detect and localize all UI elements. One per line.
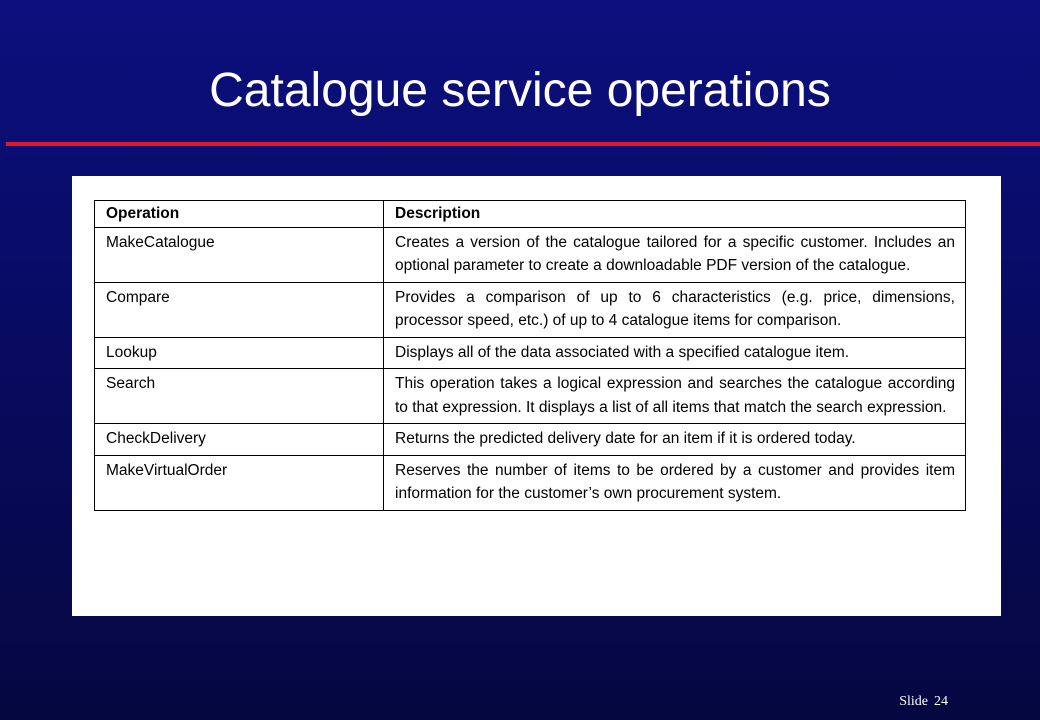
title-divider <box>6 142 1040 146</box>
operation-name: Search <box>95 369 384 424</box>
table-row <box>95 424 966 456</box>
operation-description: Provides a comparison of up to 6 characteristics (e.g. price, dimensions, processor speed, etc.) of up to 4 catalogue items for comparison. <box>384 282 966 337</box>
operations-table <box>94 200 966 511</box>
operation-name: MakeVirtualOrder <box>95 455 384 510</box>
operation-description: Displays all of the data associated with a specified catalogue item. <box>384 337 966 369</box>
operation-name: MakeCatalogue <box>95 227 384 282</box>
operation-name: Compare <box>95 282 384 337</box>
table-row <box>95 282 966 337</box>
header-operation: Operation <box>95 201 384 228</box>
table-panel <box>72 176 1001 616</box>
operation-description: Returns the predicted delivery date for an item if it is ordered today. <box>384 424 966 456</box>
table-row <box>95 227 966 282</box>
table-row <box>95 337 966 369</box>
operation-description: Creates a version of the catalogue tailored for a specific customer. Includes an optional parameter to create a downloadable PDF version of the catalogue. <box>384 227 966 282</box>
slide-title: Catalogue service operations <box>209 64 831 117</box>
table-row <box>95 369 966 424</box>
slide-label: Slide <box>899 694 928 709</box>
operation-name: CheckDelivery <box>95 424 384 456</box>
operation-description: Reserves the number of items to be ordered by a customer and provides item information for the customer’s own procurement system. <box>384 455 966 510</box>
table-row <box>95 455 966 510</box>
header-description: Description <box>384 201 966 228</box>
slide-number: 24 <box>934 694 948 709</box>
table-header-row <box>95 201 966 228</box>
operation-name: Lookup <box>95 337 384 369</box>
operation-description: This operation takes a logical expression and searches the catalogue according to that expression. It displays a list of all items that match the search expression. <box>384 369 966 424</box>
slide-footer <box>893 694 948 710</box>
